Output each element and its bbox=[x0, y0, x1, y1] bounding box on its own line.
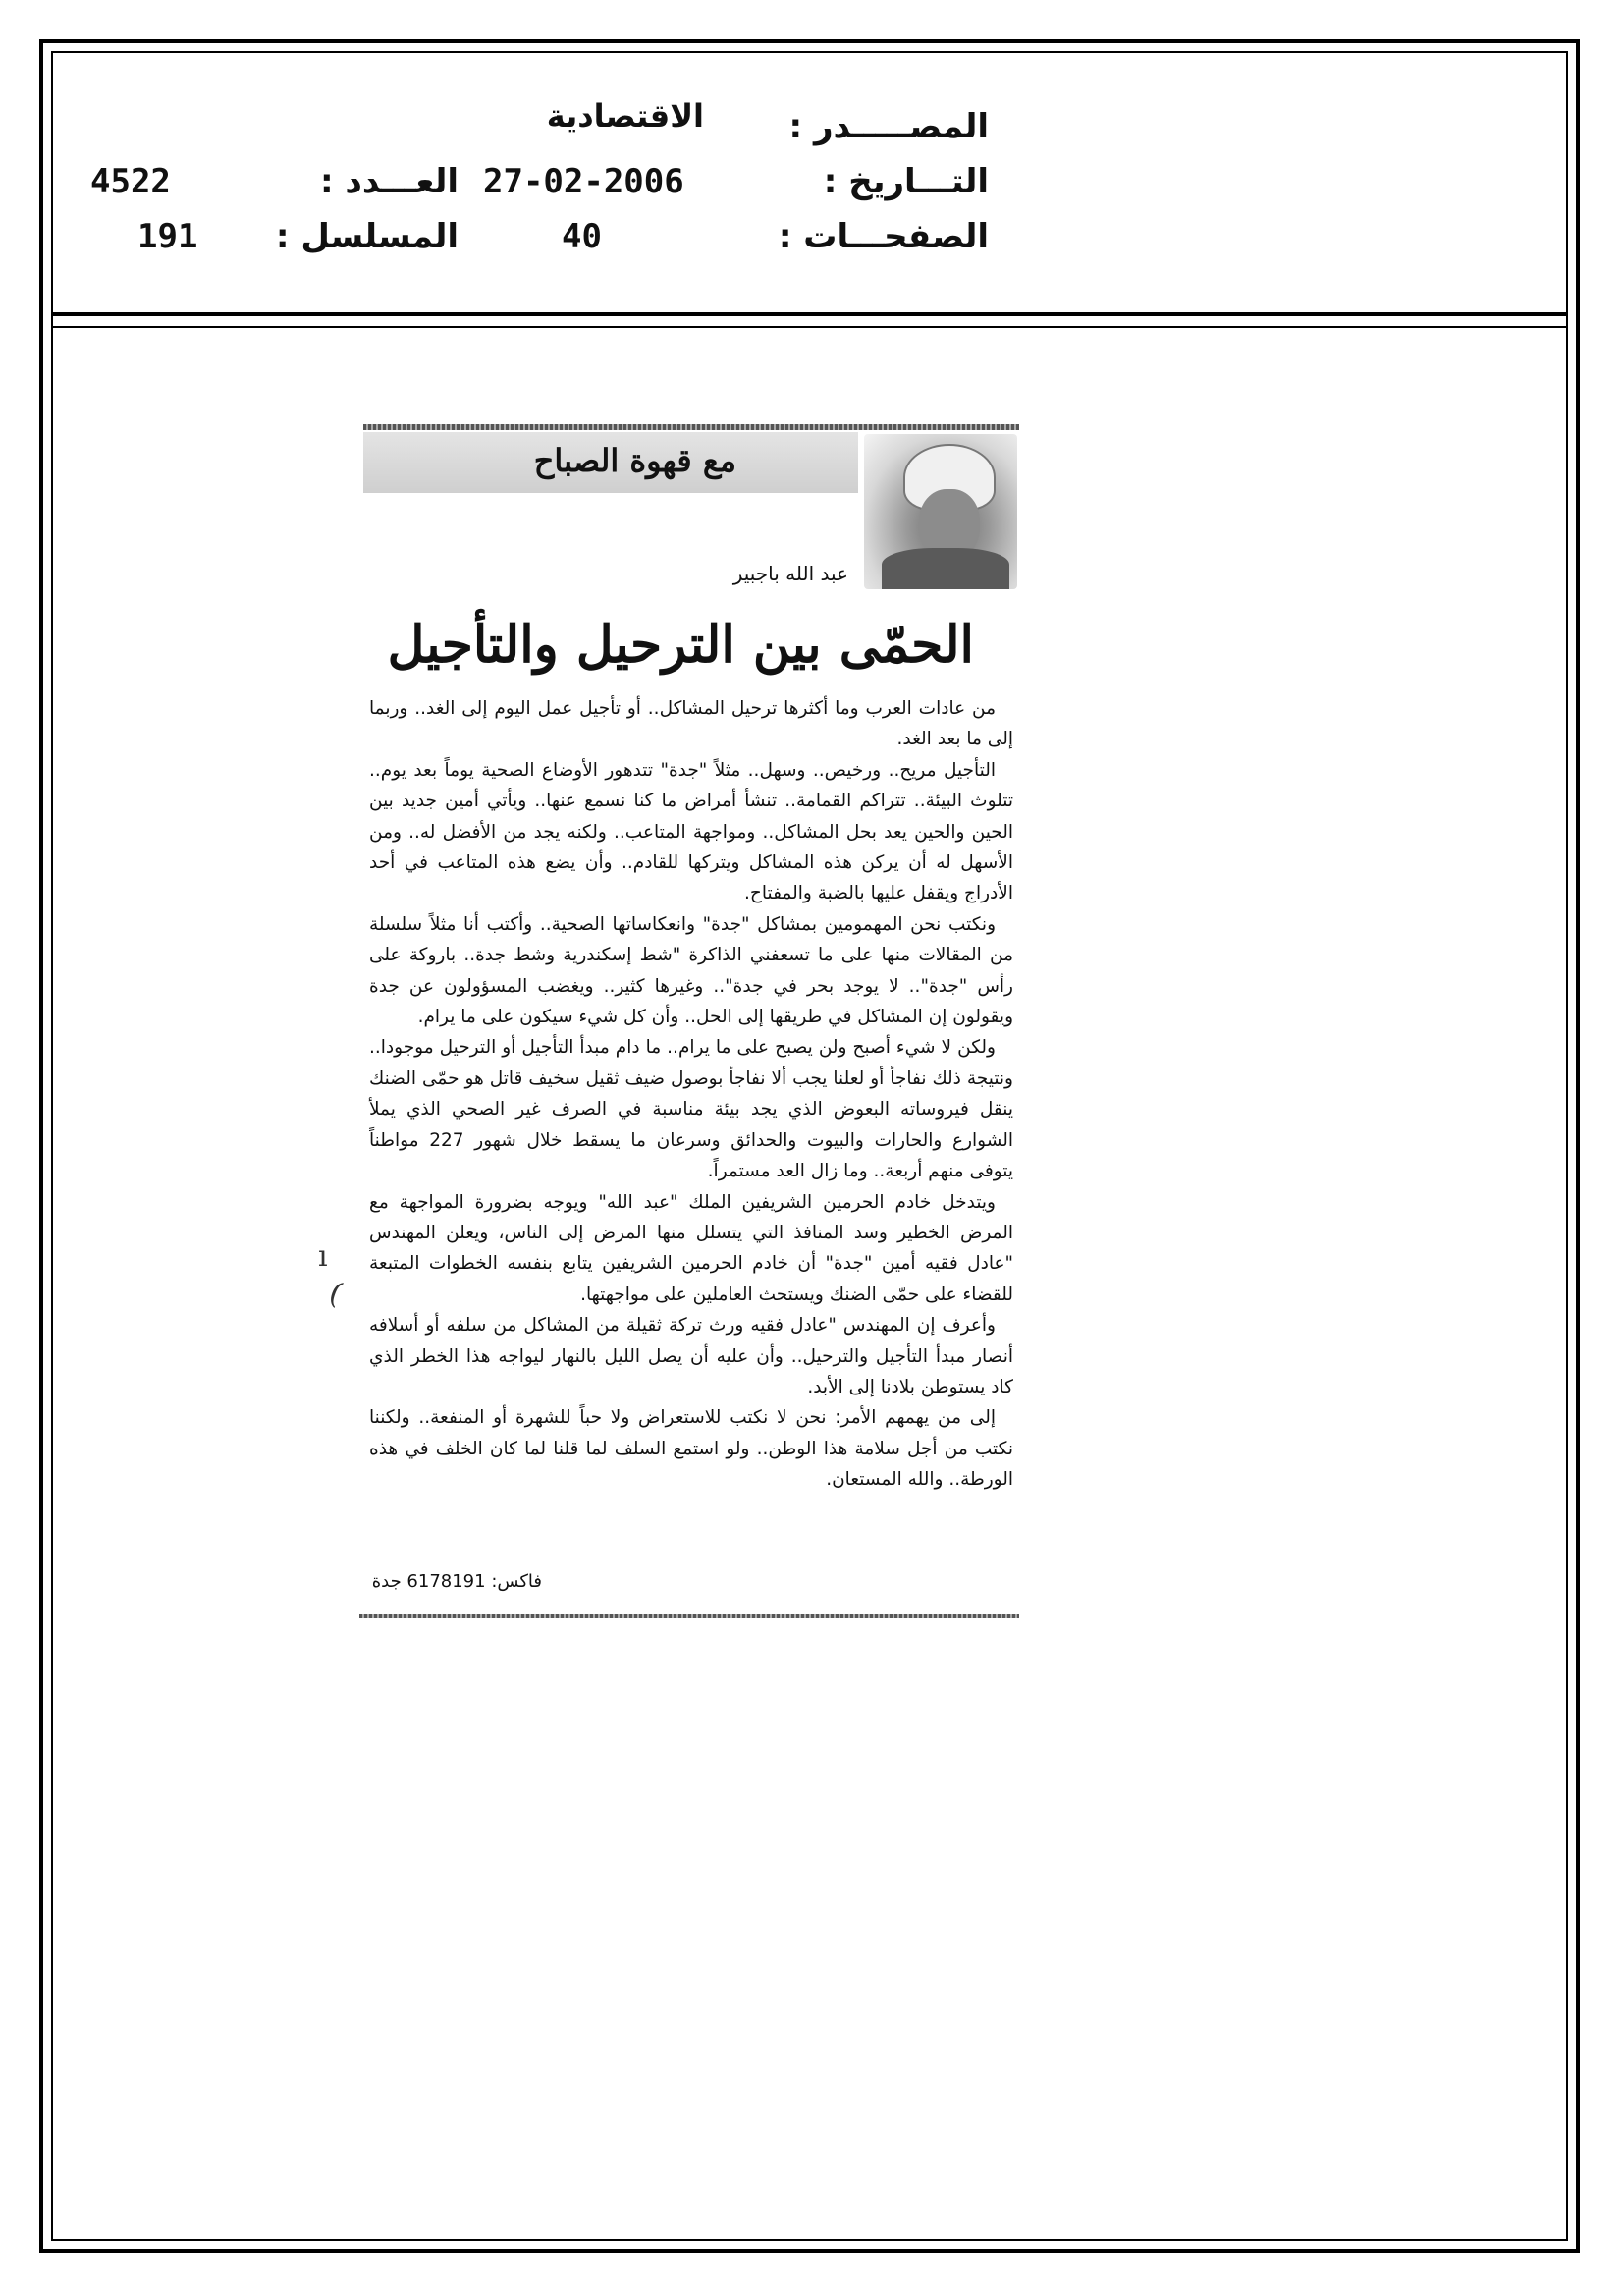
column-title: مع قهوة الصباح bbox=[533, 442, 736, 479]
pages-value: 40 bbox=[562, 217, 602, 256]
article-paragraph: وأعرف إن المهندس "عادل فقيه ورث تركة ثقيلة من المشاكل من سلفه أو أسلافه أنصار مبدأ التأجيل والترحيل.. وأن عليه أن يصل الليل بالنهار ليواجه هذا الخطر الذي كاد يستوطن بلادنا إلى الأبد. bbox=[369, 1315, 1013, 1397]
serial-label: المسلسل : bbox=[275, 217, 459, 256]
clipping-top-rule bbox=[363, 424, 1019, 430]
header-divider-thin bbox=[51, 326, 1568, 328]
article-paragraph: من عادات العرب وما أكثرها ترحيل المشاكل.. أو تأجيل عمل اليوم إلى الغد.. وربما إلى ما بعد الغد. bbox=[369, 698, 1013, 750]
clipping-bottom-rule bbox=[359, 1614, 1019, 1618]
article-paragraph: التأجيل مريح.. ورخيص.. وسهل.. مثلاً "جدة" تتدهور الأوضاع الصحية يوماً بعد يوم.. تتلوث البيئة.. تتراكم القمامة.. تنشأ أمراض ما كنا نسمع عنها.. ويأتي أمين جديد بين الحين والحين يعد بحل المشاكل.. ومواجهة المتاعب.. ولكنه يجد من الأفضل له.. ومن الأسهل له أن يركن هذه المشاكل ويتركها للقادم.. وأن يضع هذه المتاعب في أحد الأدراج ويقفل عليها بالضبة والمفتاح. bbox=[369, 759, 1013, 904]
header-divider bbox=[51, 312, 1568, 316]
newspaper-clipping bbox=[355, 422, 1023, 1632]
issue-value: 4522 bbox=[90, 162, 171, 201]
source-label: المصـــــدر : bbox=[788, 107, 989, 146]
document-header bbox=[51, 51, 1568, 316]
photo-shoulders bbox=[882, 548, 1009, 589]
article-paragraph: ونكتب نحن المهمومين بمشاكل "جدة" وانعكاساتها الصحية.. وأكتب أنا مثلاً سلسلة من المقالات منها على ما تسعفني الذاكرة "شط إسكندرية وشط جدة.. باروكة على رأس "جدة".. لا يوجد بحر في جدة".. وغيرها كثير.. ويغضب المسؤولون عن جدة ويقولون إن المشاكل في طريقها إلى الحل.. وأن كل شيء سيكون على ما يرام. bbox=[369, 913, 1013, 1028]
source-value: الاقتصادية bbox=[546, 97, 704, 135]
date-value: 27-02-2006 bbox=[483, 162, 684, 201]
article-paragraph: ولكن لا شيء أصبح ولن يصبح على ما يرام.. ما دام مبدأ التأجيل أو الترحيل موجودا.. ونتيجة ذلك نفاجأ أو لعلنا يجب ألا نفاجأ بوصول ضيف ثقيل سخيف قاتل هو حمّى الضنك ينقل فيروساته البعوض الذي يجد بيئة مناسبة في الصرف غير الصحي الذي يملأ الشوارع والحارات والبيوت والحدائق وسرعان ما يسقط خلال شهور 227 مواطناً يتوفى منهم أربعة.. وما زال العد مستمراً. bbox=[369, 1037, 1014, 1182]
article-paragraph: ويتدخل خادم الحرمين الشريفين الملك "عبد الله" ويوجه بضرورة المواجهة مع المرض الخطير وسد المنافذ التي يتسلل منها المرض إلى الناس، ويعلن المهندس "عادل فقيه أمين "جدة" أن خادم الحرمين الشريفين يتابع بنفسه الخطوات المتبعة للقضاء على حمّى الضنك ويستحث العاملين على مواجهتها. bbox=[369, 1191, 1013, 1305]
article-body bbox=[369, 693, 1013, 1496]
issue-label: العـــدد : bbox=[320, 162, 459, 201]
article-paragraph: إلى من يهمهم الأمر: نحن لا نكتب للاستعراض ولا حباً للشهرة أو المنفعة.. ولكننا نكتب من أجل سلامة هذا الوطن.. ولو استمع السلف لما قلنا لما كان الخلف في هذه الورطة.. والله المستعان. bbox=[369, 1407, 1013, 1491]
pages-label: الصفحـــات : bbox=[778, 217, 989, 256]
author-photo bbox=[864, 434, 1017, 589]
margin-pen-mark: ı bbox=[318, 1239, 328, 1274]
author-name: عبد الله باجبير bbox=[732, 562, 848, 585]
article-headline: الحمّى بين الترحيل والتأجيل bbox=[387, 615, 974, 675]
margin-pen-mark: ( bbox=[324, 1276, 348, 1312]
date-label: التـــاريخ : bbox=[823, 162, 989, 201]
serial-value: 191 bbox=[137, 217, 198, 256]
fax-number: فاكس: 6178191 جدة bbox=[371, 1571, 542, 1592]
